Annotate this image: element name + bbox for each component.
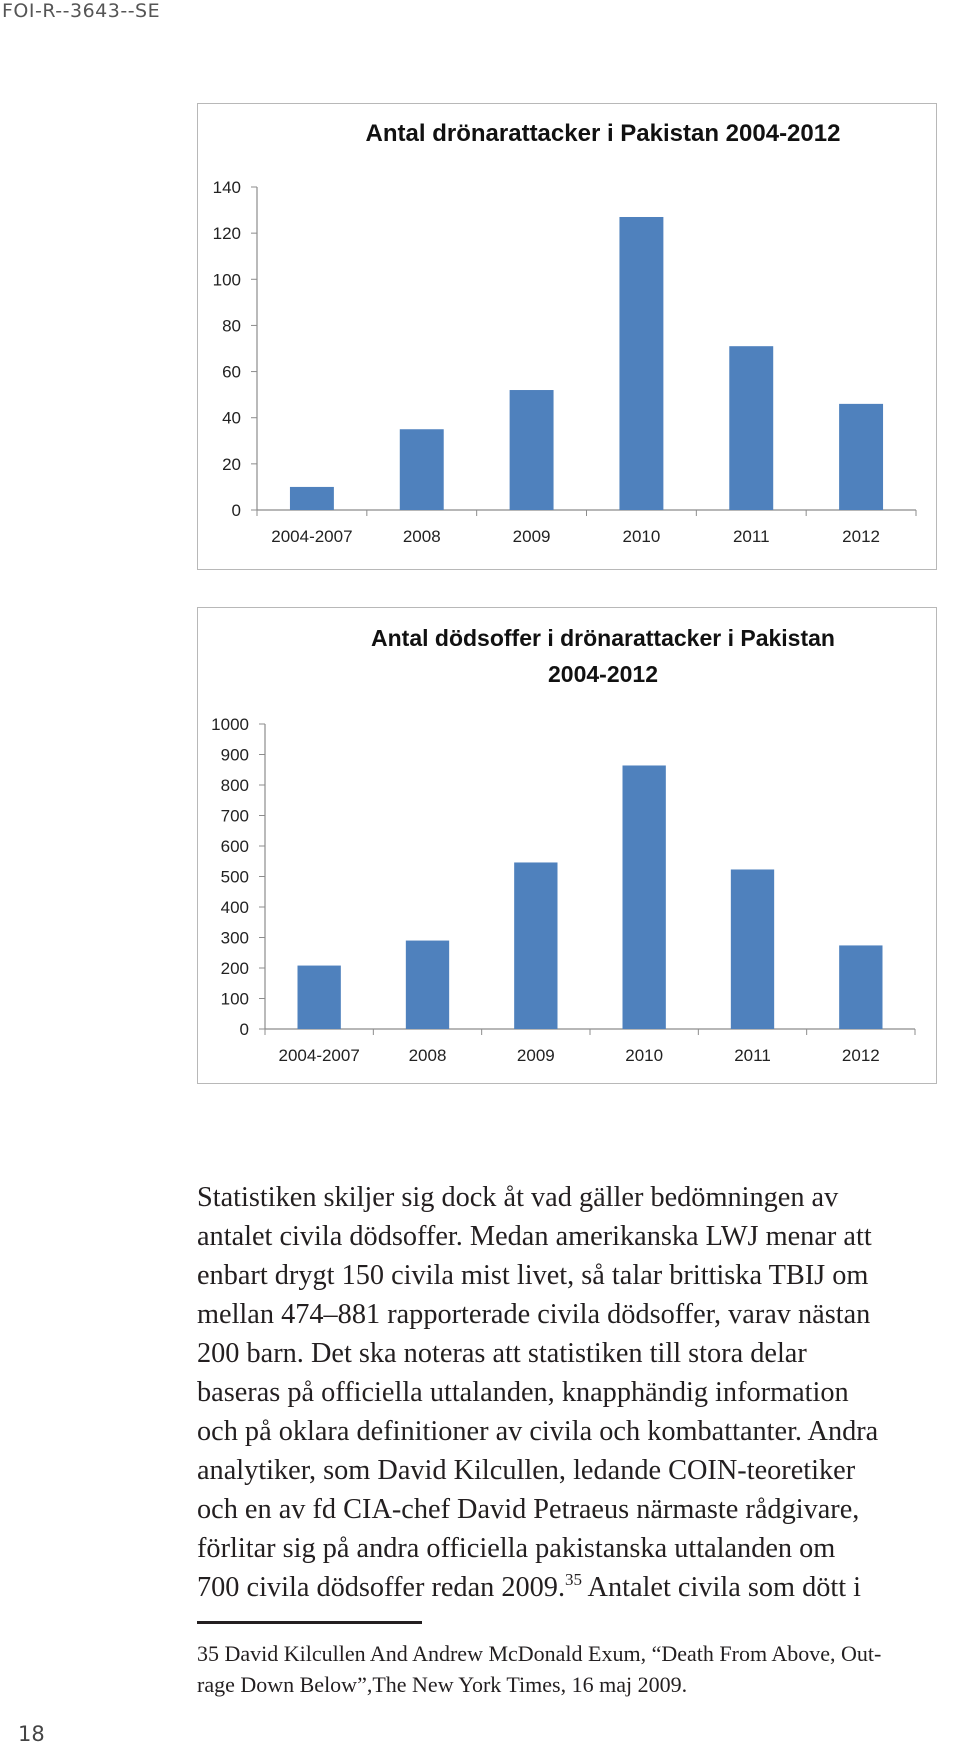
bar	[400, 429, 444, 510]
bar	[731, 869, 774, 1029]
y-tick-label: 0	[239, 1020, 249, 1039]
bar	[839, 945, 882, 1029]
bar	[406, 941, 449, 1029]
body-line: Statistiken skiljer sig dock åt vad gäller bedömningen av	[197, 1182, 839, 1213]
body-line: och på oklara definitioner av civila och kombattanter. Andra	[197, 1416, 879, 1447]
page-number: 18	[18, 1722, 45, 1746]
bar	[839, 404, 883, 510]
body-line: enbart drygt 150 civila mist livet, så talar brittiska TBIJ om	[197, 1260, 869, 1291]
x-tick-label: 2009	[516, 1046, 555, 1065]
body-line-last	[197, 1568, 957, 1607]
x-tick-label: 2011	[734, 1046, 771, 1065]
y-tick-label: 400	[220, 898, 249, 917]
y-tick-label: 900	[220, 745, 249, 765]
chart-drone-attacks-svg	[198, 104, 936, 569]
bar	[623, 765, 666, 1029]
bar	[510, 390, 554, 510]
footnote-reference[interactable]: 35	[565, 1570, 583, 1589]
y-tick-label: 800	[220, 776, 249, 795]
y-tick-label: 500	[220, 867, 249, 887]
x-tick-label: 2010	[625, 1046, 664, 1065]
x-tick-label: 2010	[622, 527, 661, 546]
x-tick-label: 2012	[842, 527, 880, 546]
x-tick-label: 2011	[732, 527, 770, 546]
document-id: FOI-R--3643--SE	[2, 0, 161, 22]
chart-drone-attacks	[197, 103, 937, 570]
footnote-line: 35 David Kilcullen And Andrew McDonald Exum, “Death From Above, Out-	[197, 1641, 882, 1666]
x-tick-label: 2004-2007	[271, 527, 353, 546]
y-tick-label: 700	[220, 806, 249, 826]
x-tick-label: 2008	[402, 527, 441, 546]
bar	[298, 966, 341, 1029]
chart-title: Antal dödsoffer i drönarattacker i Pakistan	[371, 625, 835, 651]
x-tick-label: 2004-2007	[278, 1046, 360, 1065]
y-tick-label: 600	[220, 837, 249, 856]
chart-drone-casualties	[197, 607, 937, 1084]
footnote-separator	[197, 1621, 422, 1624]
body-line: 200 barn. Det ska noteras att statistiken till stora delar	[197, 1338, 807, 1369]
y-tick-label: 200	[220, 959, 249, 978]
body-line: baseras på officiella uttalanden, knapphändig information	[197, 1377, 849, 1408]
x-tick-label: 2009	[512, 527, 551, 546]
body-line: antalet civila dödsoffer. Medan amerikanska LWJ menar att	[197, 1221, 872, 1252]
y-tick-label: 120	[212, 224, 241, 244]
y-tick-label: 40	[222, 408, 241, 428]
y-tick-label: 140	[212, 178, 241, 197]
footnote	[197, 1638, 957, 1700]
bar	[290, 487, 334, 510]
y-tick-label: 60	[222, 362, 241, 382]
body-text-after-ref: Antalet civila som dött i	[582, 1572, 862, 1603]
body-line: mellan 474–881 rapporterade civila dödsoffer, varav nästan	[197, 1299, 871, 1330]
y-tick-label: 80	[222, 316, 241, 336]
chart-drone-casualties-svg	[198, 608, 936, 1083]
y-tick-label: 300	[220, 928, 249, 948]
body-line: och en av fd CIA-chef David Petraeus närmaste rådgivare,	[197, 1494, 860, 1525]
y-tick-label: 0	[231, 501, 241, 520]
body-paragraph	[197, 1178, 957, 1607]
body-line: analytiker, som David Kilcullen, ledande COIN-teoretiker	[197, 1455, 856, 1486]
bar	[729, 346, 773, 510]
x-tick-label: 2012	[841, 1046, 880, 1065]
bar	[619, 217, 663, 510]
y-tick-label: 100	[212, 270, 241, 290]
x-tick-label: 2008	[408, 1046, 447, 1065]
y-tick-label: 100	[220, 989, 249, 1009]
bar	[514, 862, 557, 1029]
chart-title: 2004-2012	[548, 661, 658, 687]
body-text-before-ref: 700 civila dödsoffer redan 2009.	[197, 1572, 566, 1603]
body-line: förlitar sig på andra officiella pakistanska uttalanden om	[197, 1533, 836, 1564]
y-tick-label: 1000	[211, 715, 249, 734]
footnote-line: rage Down Below”,The New York Times, 16 maj 2009.	[197, 1672, 688, 1697]
y-tick-label: 20	[222, 454, 241, 474]
chart-title: Antal drönarattacker i Pakistan 2004-2012	[365, 120, 841, 147]
